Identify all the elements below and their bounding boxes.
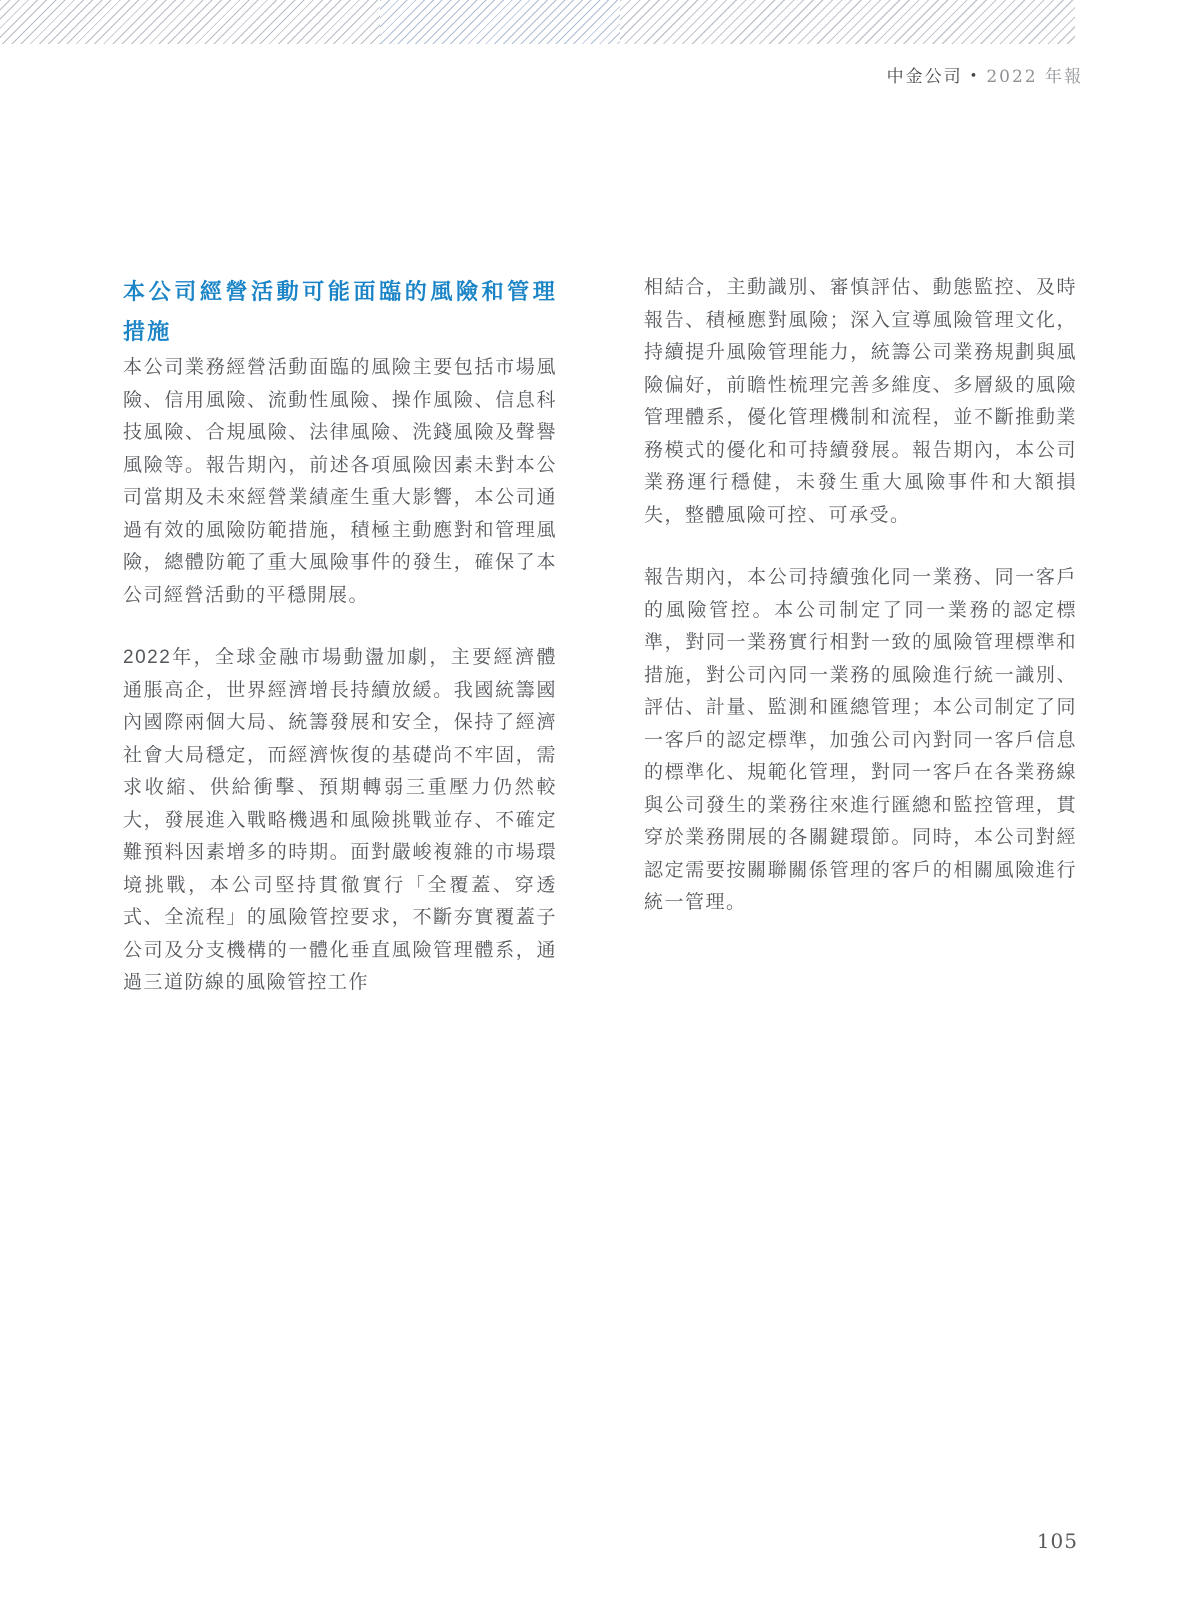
section-heading: 本公司經營活動可能面臨的風險和管理措施 — [123, 279, 557, 344]
header-stripe-pattern — [0, 0, 1075, 44]
right-column — [644, 272, 1077, 950]
page-header — [887, 62, 1083, 87]
left-column — [123, 272, 557, 1030]
paragraph-market-environment: 2022年，全球金融市場動盪加劇，主要經濟體通脹高企，世界經濟增長持續放緩。我國統籌國內國際兩個大局、統籌發展和安全，保持了經濟社會大局穩定，而經濟恢復的基礎尚不牢固，需求收縮、供給衝擊、預期轉弱三重壓力仍然較大，發展進入戰略機遇和風險挑戰並存、不確定難預料因素增多的時期。面對嚴峻複雜的市場環境挑戰，本公司堅持貫徹實行「全覆蓋、穿透式、全流程」的風險管控要求，不斷夯實覆蓋子公司及分支機構的一體化垂直風險管理體系，通過三道防線的風險管控工作 — [123, 647, 557, 993]
report-edition: 2022 年報 — [986, 67, 1083, 87]
stripe-zone-left — [0, 0, 380, 44]
stripe-zone-right — [620, 0, 1075, 44]
bullet-separator: • — [969, 69, 980, 84]
paragraph-risk-management-continued: 相結合，主動識別、審慎評估、動態監控、及時報告、積極應對風險；深入宣導風險管理文化，持續提升風險管理能力，統籌公司業務規劃與風險偏好，前瞻性梳理完善多維度、多層級的風險管理體系，優化管理機制和流程，並不斷推動業務模式的優化和可持續發展。報告期內，本公司業務運行穩健，未發生重大風險事件和大額損失，整體風險可控、可承受。 — [644, 277, 1077, 526]
stripe-zone-middle — [380, 0, 620, 44]
paragraph-unified-business-client: 報告期內，本公司持續強化同一業務、同一客戶的風險管控。本公司制定了同一業務的認定標準，對同一業務實行相對一致的風險管理標準和措施，對公司內同一業務的風險進行統一識別、評估、計量、監測和匯總管理；本公司制定了同一客戶的認定標準，加強公司內對同一客戶信息的標準化、規範化管理，對同一客戶在各業務線與公司發生的業務往來進行匯總和監控管理，貫穿於業務開展的各關鍵環節。同時，本公司對經認定需要按關聯關係管理的客戶的相關風險進行統一管理。 — [644, 567, 1077, 913]
company-name: 中金公司 — [886, 67, 963, 87]
page-number: 105 — [1036, 1529, 1078, 1553]
paragraph-risk-overview: 本公司業務經營活動面臨的風險主要包括市場風險、信用風險、流動性風險、操作風險、信息科技風險、合規風險、法律風險、洗錢風險及聲譽風險等。報告期內，前述各項風險因素未對本公司當期及未來經營業績產生重大影響，本公司通過有效的風險防範措施，積極主動應對和管理風險，總體防範了重大風險事件的發生，確保了本公司經營活動的平穩開展。 — [123, 357, 557, 606]
